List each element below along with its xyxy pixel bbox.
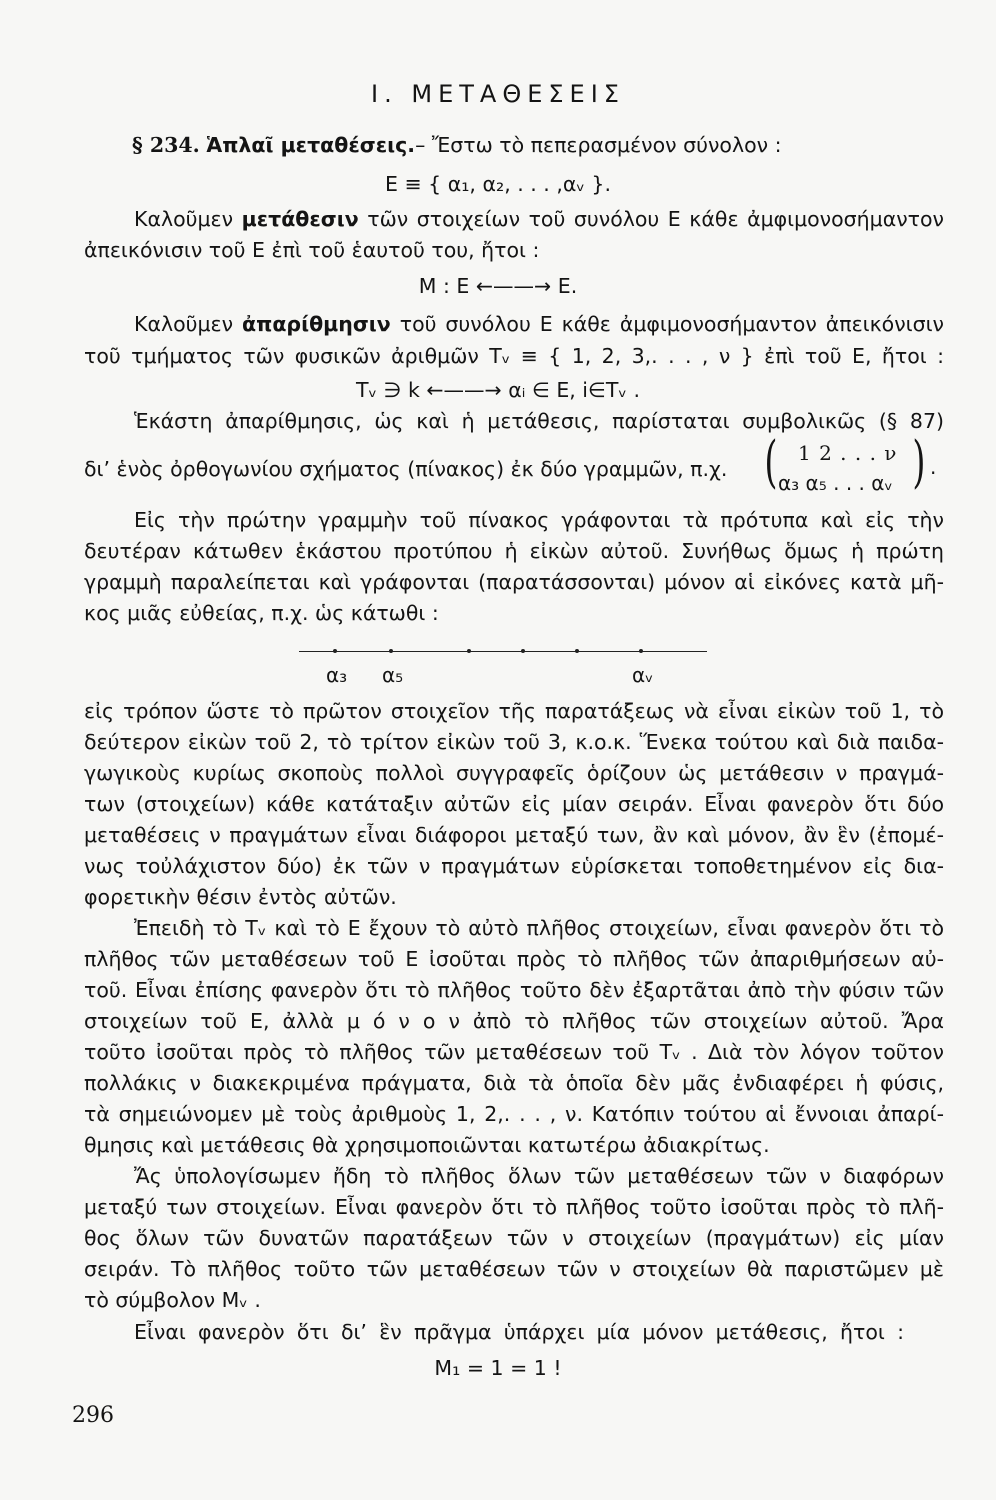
paragraph-line: μεταθέσεις ν πραγμάτων εἶναι διάφοροι μεταξύ των, ἂν καὶ μόνον, ἂν ἓν (ἐπομέ- [84, 823, 944, 847]
paragraph-line: τὰ σημειώνομεν μὲ τοὺς ἀριθμοὺς 1, 2,. . . , ν. Κατόπιν τούτου αἱ ἔννοιαι ἀπαρί- [84, 1102, 944, 1126]
paragraph-line: τοῦ. Εἶναι ἐπίσης φανερὸν ὅτι τὸ πλῆθος τοῦτο δὲν ἐξαρτᾶται ἀπὸ τὴν φύσιν τῶν [84, 978, 944, 1002]
paragraph-line: Ἄς ὑπολογίσωμεν ἤδη τὸ πλῆθος ὅλων τῶν μεταθέσεων τῶν ν διαφόρων [134, 1164, 944, 1188]
text: τοῦ συνόλου E κάθε ἀμφιμονοσήμαντον ἀπεικόνισιν [390, 312, 944, 336]
paragraph-line: θος ὅλων τῶν δυνατῶν παρατάξεων τῶν ν στοιχείων (πραγμάτων) εἰς μίαν [84, 1226, 944, 1250]
arrangement-line [299, 651, 707, 652]
paragraph-line: σειράν. Τὸ πλῆθος τοῦτο τῶν μεταθέσεων τῶν ν στοιχείων θὰ παριστῶμεν μὲ [84, 1257, 944, 1281]
arrangement-label: α₃ [326, 663, 348, 687]
paragraph-line: νως τοὐλάχιστον δύο) ἐκ τῶν ν πραγμάτων εὑρίσκεται τοποθετημένον εἰς δια- [84, 854, 944, 878]
arrangement-dot [639, 649, 643, 653]
permutation-matrix [760, 430, 930, 499]
paragraph-line: ἀπεικόνισιν τοῦ E ἐπὶ τοῦ ἑαυτοῦ του, ἤτοι : [84, 238, 540, 262]
text: Καλοῦμεν [134, 207, 242, 231]
term-enumeration: ἀπαρίθμησιν [242, 312, 391, 336]
arrangement-dot [575, 649, 579, 653]
arrangement-dot [389, 649, 393, 653]
paragraph-line: μεταξύ των στοιχείων. Εἶναι φανερὸν ὅτι τὸ πλῆθος τοῦτο ἰσοῦται πρὸς τὸ πλῆ- [84, 1195, 944, 1219]
section-number: § 234. [132, 133, 200, 157]
paragraph-line: δευτέραν κάτωθεν ἑκάστου προτύπου ἡ εἰκὼν αὐτοῦ. Συνήθως ὅμως ἡ πρώτη [84, 539, 944, 563]
paragraph-line: θμησις καὶ μετάθεσις θὰ χρησιμοποιῶνται κατωτέρω ἀδιακρίτως. [84, 1133, 770, 1157]
paragraph-line: Ἑκάστη ἀπαρίθμησις, ὡς καὶ ἡ μετάθεσις, παρίσταται συμβολικῶς (§ 87) [134, 409, 944, 433]
paragraph-line [134, 310, 944, 338]
chapter-title: I. ΜΕΤΑΘΕΣΕΙΣ [371, 80, 625, 108]
section-intro: – Ἔστω τὸ πεπερασμένον σύνολον : [415, 133, 782, 157]
paragraph-line: γραμμὴ παραλείπεται καὶ γράφονται (παρατάσσονται) μόνον αἱ εἰκόνες κατὰ μῆ- [84, 570, 944, 594]
enumeration-formula: Tᵥ ∋ k ←——→ αᵢ ∈ E, i∈Tᵥ . [356, 378, 640, 402]
arrangement-dot [333, 649, 337, 653]
paragraph-line: των (στοιχείων) κάθε κατάταξιν αὐτῶν εἰς μίαν σειράν. Εἶναι φανερὸν ὅτι δύο [84, 792, 944, 816]
paragraph-line: φορετικὴν θέσιν ἐντὸς αὐτῶν. [84, 885, 397, 909]
paragraph-line: στοιχείων τοῦ E, ἀλλὰ μ ό ν ο ν ἀπὸ τὸ πλῆθος τῶν στοιχείων αὐτοῦ. Ἄρα [84, 1009, 944, 1033]
arrangement-dot [467, 649, 471, 653]
arrangement-label: α₅ [382, 663, 404, 687]
matrix-row-2: α₃ α₅ . . . αᵥ [778, 471, 893, 495]
term-metathesis: μετάθεσιν [241, 207, 359, 231]
paragraph-line [134, 205, 944, 233]
section-heading-line [132, 131, 944, 159]
matrix-period: . [930, 455, 937, 479]
paragraph-line: δεύτερον εἰκὼν τοῦ 2, τὸ τρίτον εἰκὼν τοῦ 3, κ.ο.κ. Ἕνεκα τούτου καὶ διὰ παιδα- [84, 730, 944, 754]
paragraph-line: πλῆθος τῶν μεταθέσεων τοῦ E ἰσοῦται πρὸς τὸ πλῆθος τῶν ἀπαριθμήσεων αὐ- [84, 947, 944, 971]
text: τῶν στοιχείων τοῦ συνόλου E κάθε ἀμφιμονοσήμαντον [358, 207, 944, 231]
right-paren: ) [912, 430, 926, 495]
arrangement-dot [521, 649, 525, 653]
paragraph-line: Ἐπειδὴ τὸ Tᵥ καὶ τὸ E ἔχουν τὸ αὐτὸ πλῆθος στοιχείων, εἶναι φανερὸν ὅτι τὸ [134, 916, 944, 940]
paragraph-line: πολλάκις ν διακεκριμένα πράγματα, διὰ τὰ ὁποῖα δὲν μᾶς ἐνδιαφέρει ἡ φύσις, [84, 1071, 944, 1095]
page-number: 296 [72, 1403, 114, 1428]
factorial-formula: M₁ = 1 = 1 ! [434, 1356, 562, 1380]
set-formula: E ≡ { α₁, α₂, . . . ,αᵥ }. [384, 172, 611, 196]
matrix-row-1: 1 2 . . . ν [798, 441, 898, 465]
paragraph-line: Εἶναι φανερὸν ὅτι δι’ ἓν πρᾶγμα ὑπάρχει μία μόνον μετάθεσις, ἤτοι : [134, 1320, 904, 1344]
paragraph-line: δι’ ἑνὸς ὀρθογωνίου σχήματος (πίνακος) ἐκ δύο γραμμῶν, π.χ. [84, 457, 728, 481]
arrangement-label: αᵥ [632, 663, 654, 687]
text: Καλοῦμεν [134, 312, 243, 336]
paragraph-line: εἰς τρόπον ὥστε τὸ πρῶτον στοιχεῖον τῆς παρατάξεως νὰ εἶναι εἰκὼν τοῦ 1, τὸ [84, 699, 944, 723]
paragraph-line: κος μιᾶς εὐθείας, π.χ. ὡς κάτωθι : [84, 601, 439, 625]
section-heading: Ἁπλαῖ μεταθέσεις. [206, 133, 416, 157]
paragraph-line: τοῦ τμήματος τῶν φυσικῶν ἀριθμῶν Tᵥ ≡ { 1, 2, 3,. . . , ν } ἐπὶ τοῦ E, ἤτοι : [84, 344, 944, 368]
paragraph-line: τοῦτο ἰσοῦται πρὸς τὸ πλῆθος τῶν μεταθέσεων τοῦ Tᵥ . Διὰ τὸν λόγον τοῦτον [84, 1040, 944, 1064]
paragraph-line: γωγικοὺς κυρίως σκοποὺς πολλοὶ συγγραφεῖς ὁρίζουν ὡς μετάθεσιν ν πραγμά- [84, 761, 944, 785]
mapping-formula: M : E ←——→ E. [418, 274, 578, 298]
paragraph-line: Εἰς τὴν πρώτην γραμμὴν τοῦ πίνακος γράφονται τὰ πρότυπα καὶ εἰς τὴν [134, 508, 944, 532]
left-paren: ( [764, 430, 778, 495]
paragraph-line: τὸ σύμβολον Mᵥ . [84, 1288, 261, 1312]
